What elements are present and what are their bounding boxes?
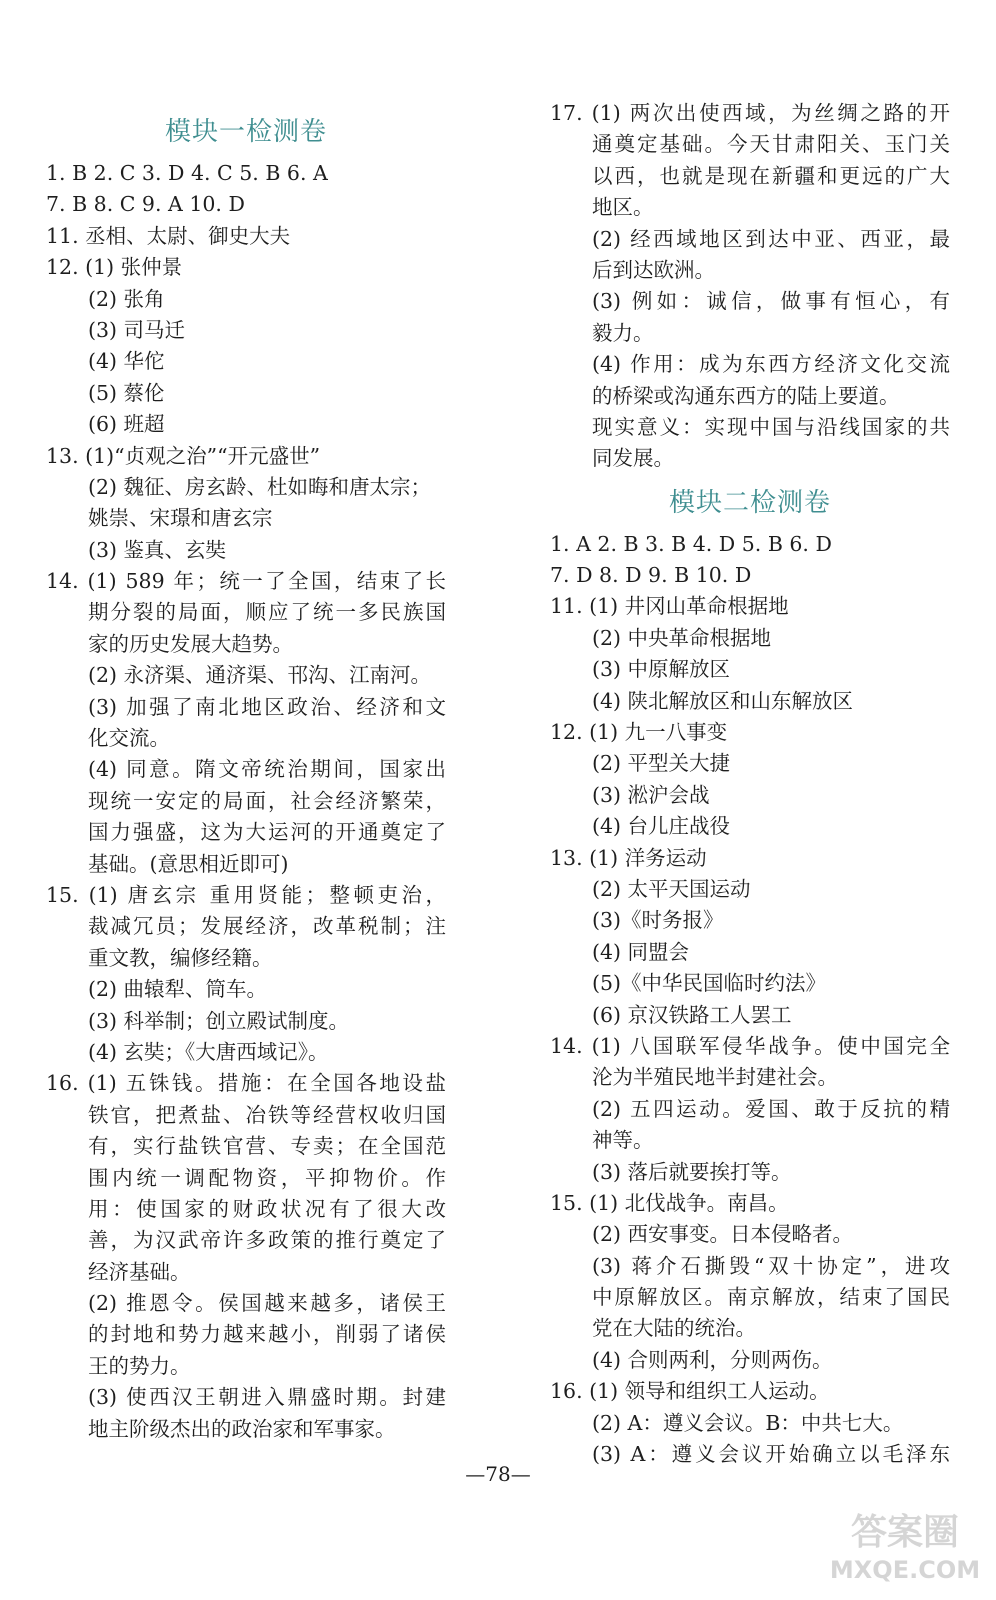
answer-line: (4) 华佗: [88, 349, 165, 374]
answer-line: 国力强盛，这为大运河的开通奠定了: [88, 820, 446, 845]
answer-line: 1. B 2. C 3. D 4. C 5. B 6. A: [46, 161, 328, 185]
answer-line: (5) 蔡伦: [88, 380, 165, 405]
answer-line: 基础。(意思相近即可): [88, 851, 289, 876]
answer-line: (3) 淞沪会战: [592, 782, 710, 807]
left-answer-lines: [46, 158, 446, 1445]
answer-line: (2) 平型关大捷: [592, 751, 731, 776]
answer-line: (3) 使西汉王朝进入鼎盛时期。封建: [88, 1385, 446, 1410]
answer-line: 期分裂的局面，顺应了统一多民族国: [88, 600, 446, 625]
answer-line: (2) 曲辕犁、筒车。: [88, 977, 268, 1002]
watermark-text-cn: 答案圈: [850, 1512, 960, 1553]
answer-line: 的桥梁或沟通东西方的陆上要道。: [592, 383, 900, 408]
answer-line: 围内统一调配物资，平抑物价。作: [88, 1165, 446, 1190]
answer-line: 以西，也就是现在新疆和更远的广大: [592, 163, 950, 188]
answer-line: 用：使国家的财政状况有了很大改: [88, 1196, 446, 1221]
answer-line: (3)《时务报》: [592, 908, 724, 933]
answer-line: 通奠定基础。今天甘肃阳关、玉门关: [592, 132, 950, 157]
answer-line: 1. A 2. B 3. B 4. D 5. B 6. D: [550, 531, 832, 556]
answer-line: (4) 玄奘；《大唐西域记》。: [88, 1039, 329, 1064]
answer-line: 裁减冗员；发展经济，改革税制；注: [88, 914, 446, 939]
answer-line: 16. (1) 领导和组织工人运动。: [550, 1379, 830, 1404]
answer-line: (4) 同盟会: [592, 939, 690, 964]
answer-line: (2) 永济渠、通济渠、邗沟、江南河。: [88, 663, 432, 688]
answer-line: 姚崇、宋璟和唐玄宗: [88, 506, 273, 531]
right-column: [550, 98, 950, 1470]
answer-line: 重文教，编修经籍。: [88, 945, 273, 970]
answer-line: 现实意义：实现中国与沿线国家的共: [592, 414, 950, 439]
answer-line: 12. (1) 张仲景: [46, 255, 183, 280]
answer-line: 善，为汉武帝许多政策的推行奠定了: [88, 1228, 446, 1253]
answer-line: 的封地和势力越来越小，削弱了诸侯: [88, 1322, 446, 1347]
answer-line: (4) 合则两利，分则两伤。: [592, 1347, 833, 1372]
answer-line: 7. D 8. D 9. B 10. D: [550, 563, 752, 588]
answer-line: 经济基础。: [88, 1259, 191, 1284]
answer-line: (3) 中原解放区: [592, 657, 731, 682]
answer-line: (2) A：遵义会议。B：中共七大。: [592, 1410, 904, 1435]
answer-line: (5)《中华民国临时约法》: [592, 971, 827, 996]
answer-line: 15. (1) 北伐战争。南昌。: [550, 1190, 789, 1215]
answer-line: 后到达欧洲。: [592, 257, 715, 282]
answer-line: (3) 例如：诚信，做事有恒心，有: [592, 289, 950, 314]
answer-line: 11. (1) 井冈山革命根据地: [550, 594, 789, 619]
answer-line: 13. (1)“贞观之治”“开元盛世”: [46, 443, 321, 468]
answer-line: (3) A：遵义会议开始确立以毛泽东: [592, 1442, 950, 1467]
answer-line: 有，实行盐铁官营、专卖；在全国范: [88, 1134, 446, 1159]
answer-line: 12. (1) 九一八事变: [550, 720, 728, 745]
answer-line: 13. (1) 洋务运动: [550, 845, 707, 870]
watermark-text-url: MXQE.COM: [830, 1556, 980, 1584]
answer-line: (2) 经西域地区到达中亚、西亚，最: [592, 226, 950, 251]
answer-line: (2) 五四运动。爱国、敢于反抗的精: [592, 1096, 950, 1121]
answer-line: 15. (1) 唐玄宗 重用贤能；整顿吏治，: [46, 882, 446, 907]
answer-line: (3) 鉴真、玄奘: [88, 537, 227, 562]
answer-line: (3) 司马迁: [88, 317, 186, 342]
answer-line: 党在大陆的统治。: [592, 1316, 756, 1341]
answer-line: 毅力。: [592, 320, 654, 345]
answer-line: 铁官，把煮盐、冶铁等经营权收归国: [88, 1102, 446, 1127]
left-column: [46, 112, 446, 1445]
answer-line: (4) 陕北解放区和山东解放区: [592, 688, 854, 713]
answer-line: 7. B 8. C 9. A 10. D: [46, 192, 245, 217]
page-number: —78—: [465, 1462, 531, 1486]
answer-line: 11. 丞相、太尉、御史大夫: [46, 223, 291, 248]
section-title-module-2: 模块二检测卷: [668, 487, 831, 518]
answer-line: (2) 太平天国运动: [592, 876, 751, 901]
answer-line: (3) 加强了南北地区政治、经济和文: [88, 694, 446, 719]
answer-line: 神等。: [592, 1128, 654, 1153]
answer-line: (4) 作用：成为东西方经济文化交流: [592, 352, 950, 377]
answer-line: (2) 魏征、房玄龄、杜如晦和唐太宗；: [88, 474, 432, 499]
answer-line: (2) 张角: [88, 286, 165, 311]
answer-line: (6) 京汉铁路工人罢工: [592, 1002, 792, 1027]
answer-line: 中原解放区。南京解放，结束了国民: [592, 1285, 950, 1310]
answer-line: 地区。: [592, 195, 654, 220]
answer-line: 14. (1) 八国联军侵华战争。使中国完全: [550, 1033, 950, 1058]
section-title-module-1: 模块一检测卷: [164, 117, 327, 147]
answer-line: (2) 中央革命根据地: [592, 625, 772, 650]
watermark-logo: [830, 1502, 980, 1586]
answer-line: (6) 班超: [88, 412, 165, 437]
answer-line: 现统一安定的局面，社会经济繁荣，: [88, 788, 446, 813]
answer-line: 沦为半殖民地半封建社会。: [592, 1065, 838, 1090]
answer-line: 家的历史发展大趋势。: [88, 631, 293, 656]
answer-line: 化交流。: [88, 726, 170, 751]
right-answer-lines-top: [550, 98, 950, 475]
answer-line: (3) 落后就要挨打等。: [592, 1159, 792, 1184]
right-answer-lines: [550, 529, 950, 1471]
answer-line: 16. (1) 五铢钱。措施：在全国各地设盐: [46, 1071, 446, 1096]
answer-line: (4) 同意。隋文帝统治期间，国家出: [88, 757, 446, 782]
answer-line: 17. (1) 两次出使西域，为丝绸之路的开: [550, 101, 950, 125]
answer-line: (3) 蒋介石撕毁“双十协定”，进攻: [592, 1253, 950, 1278]
answer-line: 同发展。: [592, 446, 674, 471]
answer-line: (3) 科举制；创立殿试制度。: [88, 1008, 350, 1033]
answer-line: 王的势力。: [88, 1353, 191, 1378]
answer-line: (2) 西安事变。日本侵略者。: [592, 1222, 854, 1247]
answer-line: 地主阶级杰出的政治家和军事家。: [88, 1416, 396, 1441]
answer-line: (2) 推恩令。侯国越来越多，诸侯王: [88, 1291, 446, 1316]
answer-line: 14. (1) 589 年；统一了全国，结束了长: [46, 569, 446, 594]
answer-line: (4) 台儿庄战役: [592, 814, 731, 839]
